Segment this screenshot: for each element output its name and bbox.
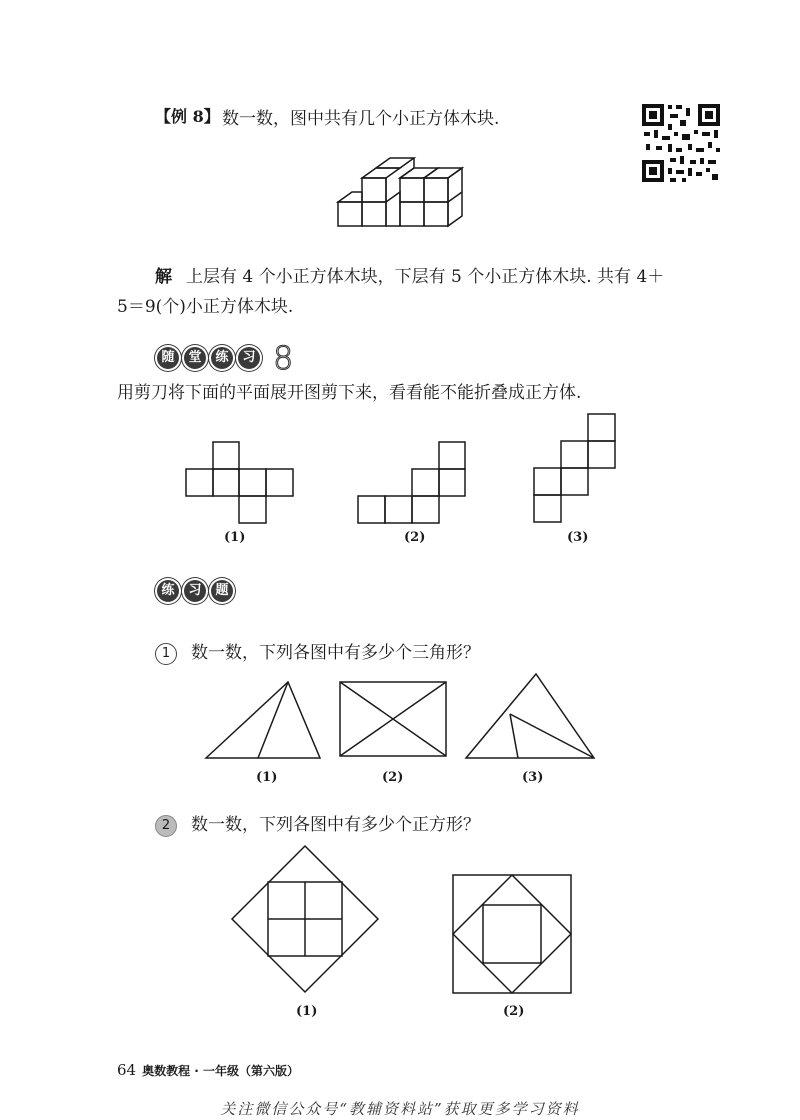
page-footer xyxy=(117,1061,299,1079)
cube-net-2 xyxy=(352,438,472,528)
watermark-text: 关注微信公众号“教辅资料站”获取更多学习资料 xyxy=(220,1100,580,1118)
triangle-label-2: (2) xyxy=(382,770,404,785)
practice-title-char: 堂 xyxy=(184,347,206,369)
solution-word: 解 xyxy=(155,267,172,287)
practice-title-char: 练 xyxy=(211,347,233,369)
question-1 xyxy=(155,638,480,665)
practice-title-char: 习 xyxy=(238,347,260,369)
qr-code-image[interactable] xyxy=(640,102,722,184)
square-figure-2 xyxy=(450,872,574,996)
question-2-text: 数一数，下列各图中有多少个正方形？ xyxy=(191,815,480,835)
cube-stack-figure xyxy=(330,148,470,236)
exercise-title-char: 练 xyxy=(157,580,179,602)
exercise-title-char: 题 xyxy=(211,580,233,602)
question-1-text: 数一数，下列各图中有多少个三角形？ xyxy=(191,643,480,663)
solution-text-1: 上层有 4 个小正方体木块，下层有 5 个小正方体木块. 共有 4＋ xyxy=(186,267,665,287)
triangle-label-1: (1) xyxy=(256,770,278,785)
exercise-section-title xyxy=(157,580,233,602)
practice-instruction: 用剪刀将下面的平面展开图剪下来，看看能不能折叠成正方体. xyxy=(117,383,582,403)
book-title: 奥数教程 · 一年级（第六版） xyxy=(142,1064,300,1078)
triangle-figure-1 xyxy=(200,676,326,762)
square-label-2: (2) xyxy=(503,1004,525,1019)
exercise-title-char: 习 xyxy=(184,580,206,602)
question-1-number: 1 xyxy=(155,643,177,665)
page-number: 64 xyxy=(117,1061,137,1079)
triangle-figure-2 xyxy=(336,678,450,760)
net-label-2: (2) xyxy=(404,530,426,545)
practice-title-char: 随 xyxy=(157,347,179,369)
practice-number: 8 xyxy=(273,339,294,377)
solution-text-2: 5＝9(个)小正方体木块. xyxy=(117,297,294,317)
square-figure-1 xyxy=(228,842,382,996)
cube-net-1 xyxy=(180,438,300,528)
practice-section-title xyxy=(157,339,294,377)
triangle-label-3: (3) xyxy=(522,770,544,785)
net-label-1: (1) xyxy=(224,530,246,545)
triangle-figure-3 xyxy=(462,670,598,762)
example-label: 【例 8】 xyxy=(155,107,220,126)
question-2 xyxy=(155,810,480,837)
example-question: 数一数，图中共有几个小正方体木块. xyxy=(222,109,500,129)
solution-line-1 xyxy=(155,262,664,287)
cube-net-3 xyxy=(530,410,622,528)
net-label-3: (3) xyxy=(567,530,589,545)
question-2-number: 2 xyxy=(155,815,177,837)
square-label-1: (1) xyxy=(296,1004,318,1019)
